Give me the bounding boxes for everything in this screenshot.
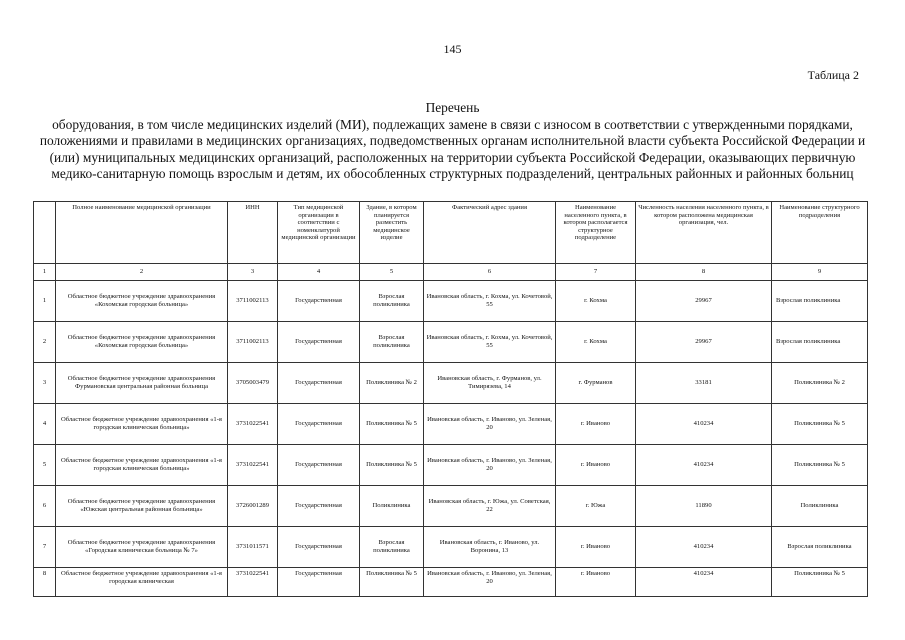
org-type-cell: Государственная [278,281,360,322]
column-number: 7 [556,264,636,281]
org-name-cell: Областное бюджетное учреждение здравоохранения «1-я городская клиническая больница» [56,445,228,486]
row-number: 4 [34,404,56,445]
row-number: 7 [34,527,56,568]
unit-cell: Взрослая поликлиника [772,281,868,322]
column-number: 3 [228,264,278,281]
population-cell: 410234 [636,404,772,445]
unit-cell: Поликлиника № 5 [772,568,868,597]
table-row [34,568,868,597]
locality-cell: г. Южа [556,486,636,527]
population-cell: 410234 [636,445,772,486]
inn-cell: 3731022541 [228,568,278,597]
column-number: 8 [636,264,772,281]
unit-cell: Поликлиника [772,486,868,527]
inn-cell: 3731022541 [228,445,278,486]
column-number: 5 [360,264,424,281]
table-row [34,445,868,486]
population-cell: 410234 [636,527,772,568]
org-type-cell: Государственная [278,527,360,568]
table-row [34,363,868,404]
document-title: Перечень [425,100,480,115]
address-cell: Ивановская область, г. Иваново, ул. Зеленая, 20 [424,445,556,486]
inn-cell: 3731022541 [228,404,278,445]
building-cell: Поликлиника № 2 [360,363,424,404]
locality-cell: г. Иваново [556,568,636,597]
header-cell: Полное наименование медицинской организации [56,202,228,264]
table-row [34,404,868,445]
header-cell: Наименование структурного подразделения [772,202,868,264]
locality-cell: г. Кохма [556,322,636,363]
address-cell: Ивановская область, г. Фурманов, ул. Тимирязева, 14 [424,363,556,404]
org-name-cell: Областное бюджетное учреждение здравоохранения «Кохомская городская больница» [56,281,228,322]
header-cell-index [34,202,56,264]
header-cell: Фактический адрес здания [424,202,556,264]
org-name-cell: Областное бюджетное учреждение здравоохранения «1-я городская клиническая [56,568,228,597]
unit-cell: Поликлиника № 5 [772,445,868,486]
document-subtitle: оборудования, в том числе медицинских изделий (МИ), подлежащих замене в связи с износом в соответствии с утвержденными порядками, положениями и правилами в медицинских организациях, подведомственных органам исполнительной власти субъекта Российской Федерации и (или) муниципальных медицинских организаций, расположенных на территории субъекта Российской Федерации, оказывающих первичную медико-санитарную помощь взрослым и детям, их обособленных структурных подразделений, центральных районных и районных больниц [39,116,866,182]
address-cell: Ивановская область, г. Кохма, ул. Кочетовой, 55 [424,281,556,322]
column-number: 1 [34,264,56,281]
building-cell: Взрослая поликлиника [360,322,424,363]
table-row [34,281,868,322]
locality-cell: г. Иваново [556,404,636,445]
equipment-table [33,201,868,597]
column-number: 4 [278,264,360,281]
locality-cell: г. Иваново [556,527,636,568]
unit-cell: Взрослая поликлиника [772,322,868,363]
header-cell: Тип медицинской организации в соответствии с номенклатурой медицинской организации [278,202,360,264]
org-type-cell: Государственная [278,322,360,363]
org-name-cell: Областное бюджетное учреждение здравоохранения «Южская центральная районная больница» [56,486,228,527]
row-number: 1 [34,281,56,322]
org-type-cell: Государственная [278,568,360,597]
header-cell: Численность населения населенного пункта, в котором расположена медицинская организация, чел. [636,202,772,264]
inn-cell: 3711002113 [228,322,278,363]
header-cell: ИНН [228,202,278,264]
column-number: 9 [772,264,868,281]
building-cell: Поликлиника [360,486,424,527]
population-cell: 33181 [636,363,772,404]
address-cell: Ивановская область, г. Южа, ул. Советская, 22 [424,486,556,527]
unit-cell: Поликлиника № 5 [772,404,868,445]
address-cell: Ивановская область, г. Иваново, ул. Зеленая, 20 [424,568,556,597]
locality-cell: г. Фурманов [556,363,636,404]
org-type-cell: Государственная [278,445,360,486]
org-name-cell: Областное бюджетное учреждение здравоохранения «Городская клиническая больница № 7» [56,527,228,568]
column-number: 6 [424,264,556,281]
inn-cell: 3705003479 [228,363,278,404]
unit-cell: Взрослая поликлиника [772,527,868,568]
building-cell: Поликлиника № 5 [360,404,424,445]
org-name-cell: Областное бюджетное учреждение здравоохранения Фурмановская центральная районная больница [56,363,228,404]
locality-cell: г. Кохма [556,281,636,322]
row-number: 3 [34,363,56,404]
page-number: 145 [443,42,462,56]
org-type-cell: Государственная [278,363,360,404]
org-name-cell: Областное бюджетное учреждение здравоохранения «Кохомская городская больница» [56,322,228,363]
address-cell: Ивановская область, г. Иваново, ул. Зеленая, 20 [424,404,556,445]
locality-cell: г. Иваново [556,445,636,486]
building-cell: Поликлиника № 5 [360,445,424,486]
inn-cell: 3711002113 [228,281,278,322]
org-type-cell: Государственная [278,404,360,445]
address-cell: Ивановская область, г. Иваново, ул. Воронина, 13 [424,527,556,568]
building-cell: Взрослая поликлиника [360,527,424,568]
column-number-row [34,264,868,281]
table-row [34,322,868,363]
row-number: 2 [34,322,56,363]
row-number: 5 [34,445,56,486]
table-row [34,486,868,527]
table-header-row [34,202,868,264]
column-number: 2 [56,264,228,281]
building-cell: Взрослая поликлиника [360,281,424,322]
building-cell: Поликлиника № 5 [360,568,424,597]
org-type-cell: Государственная [278,486,360,527]
row-number: 8 [34,568,56,597]
unit-cell: Поликлиника № 2 [772,363,868,404]
inn-cell: 3731011571 [228,527,278,568]
inn-cell: 3726001289 [228,486,278,527]
population-cell: 29967 [636,322,772,363]
header-cell: Наименование населенного пункта, в котором располагается структурное подразделение [556,202,636,264]
address-cell: Ивановская область, г. Кохма, ул. Кочетовой, 55 [424,322,556,363]
row-number: 6 [34,486,56,527]
header-cell: Здание, в котором планируется разместить медицинское изделие [360,202,424,264]
population-cell: 410234 [636,568,772,597]
table-label: Таблица 2 [807,68,859,82]
document-heading [30,100,875,183]
org-name-cell: Областное бюджетное учреждение здравоохранения «1-я городская клиническая больница» [56,404,228,445]
population-cell: 29967 [636,281,772,322]
population-cell: 11890 [636,486,772,527]
table-row [34,527,868,568]
